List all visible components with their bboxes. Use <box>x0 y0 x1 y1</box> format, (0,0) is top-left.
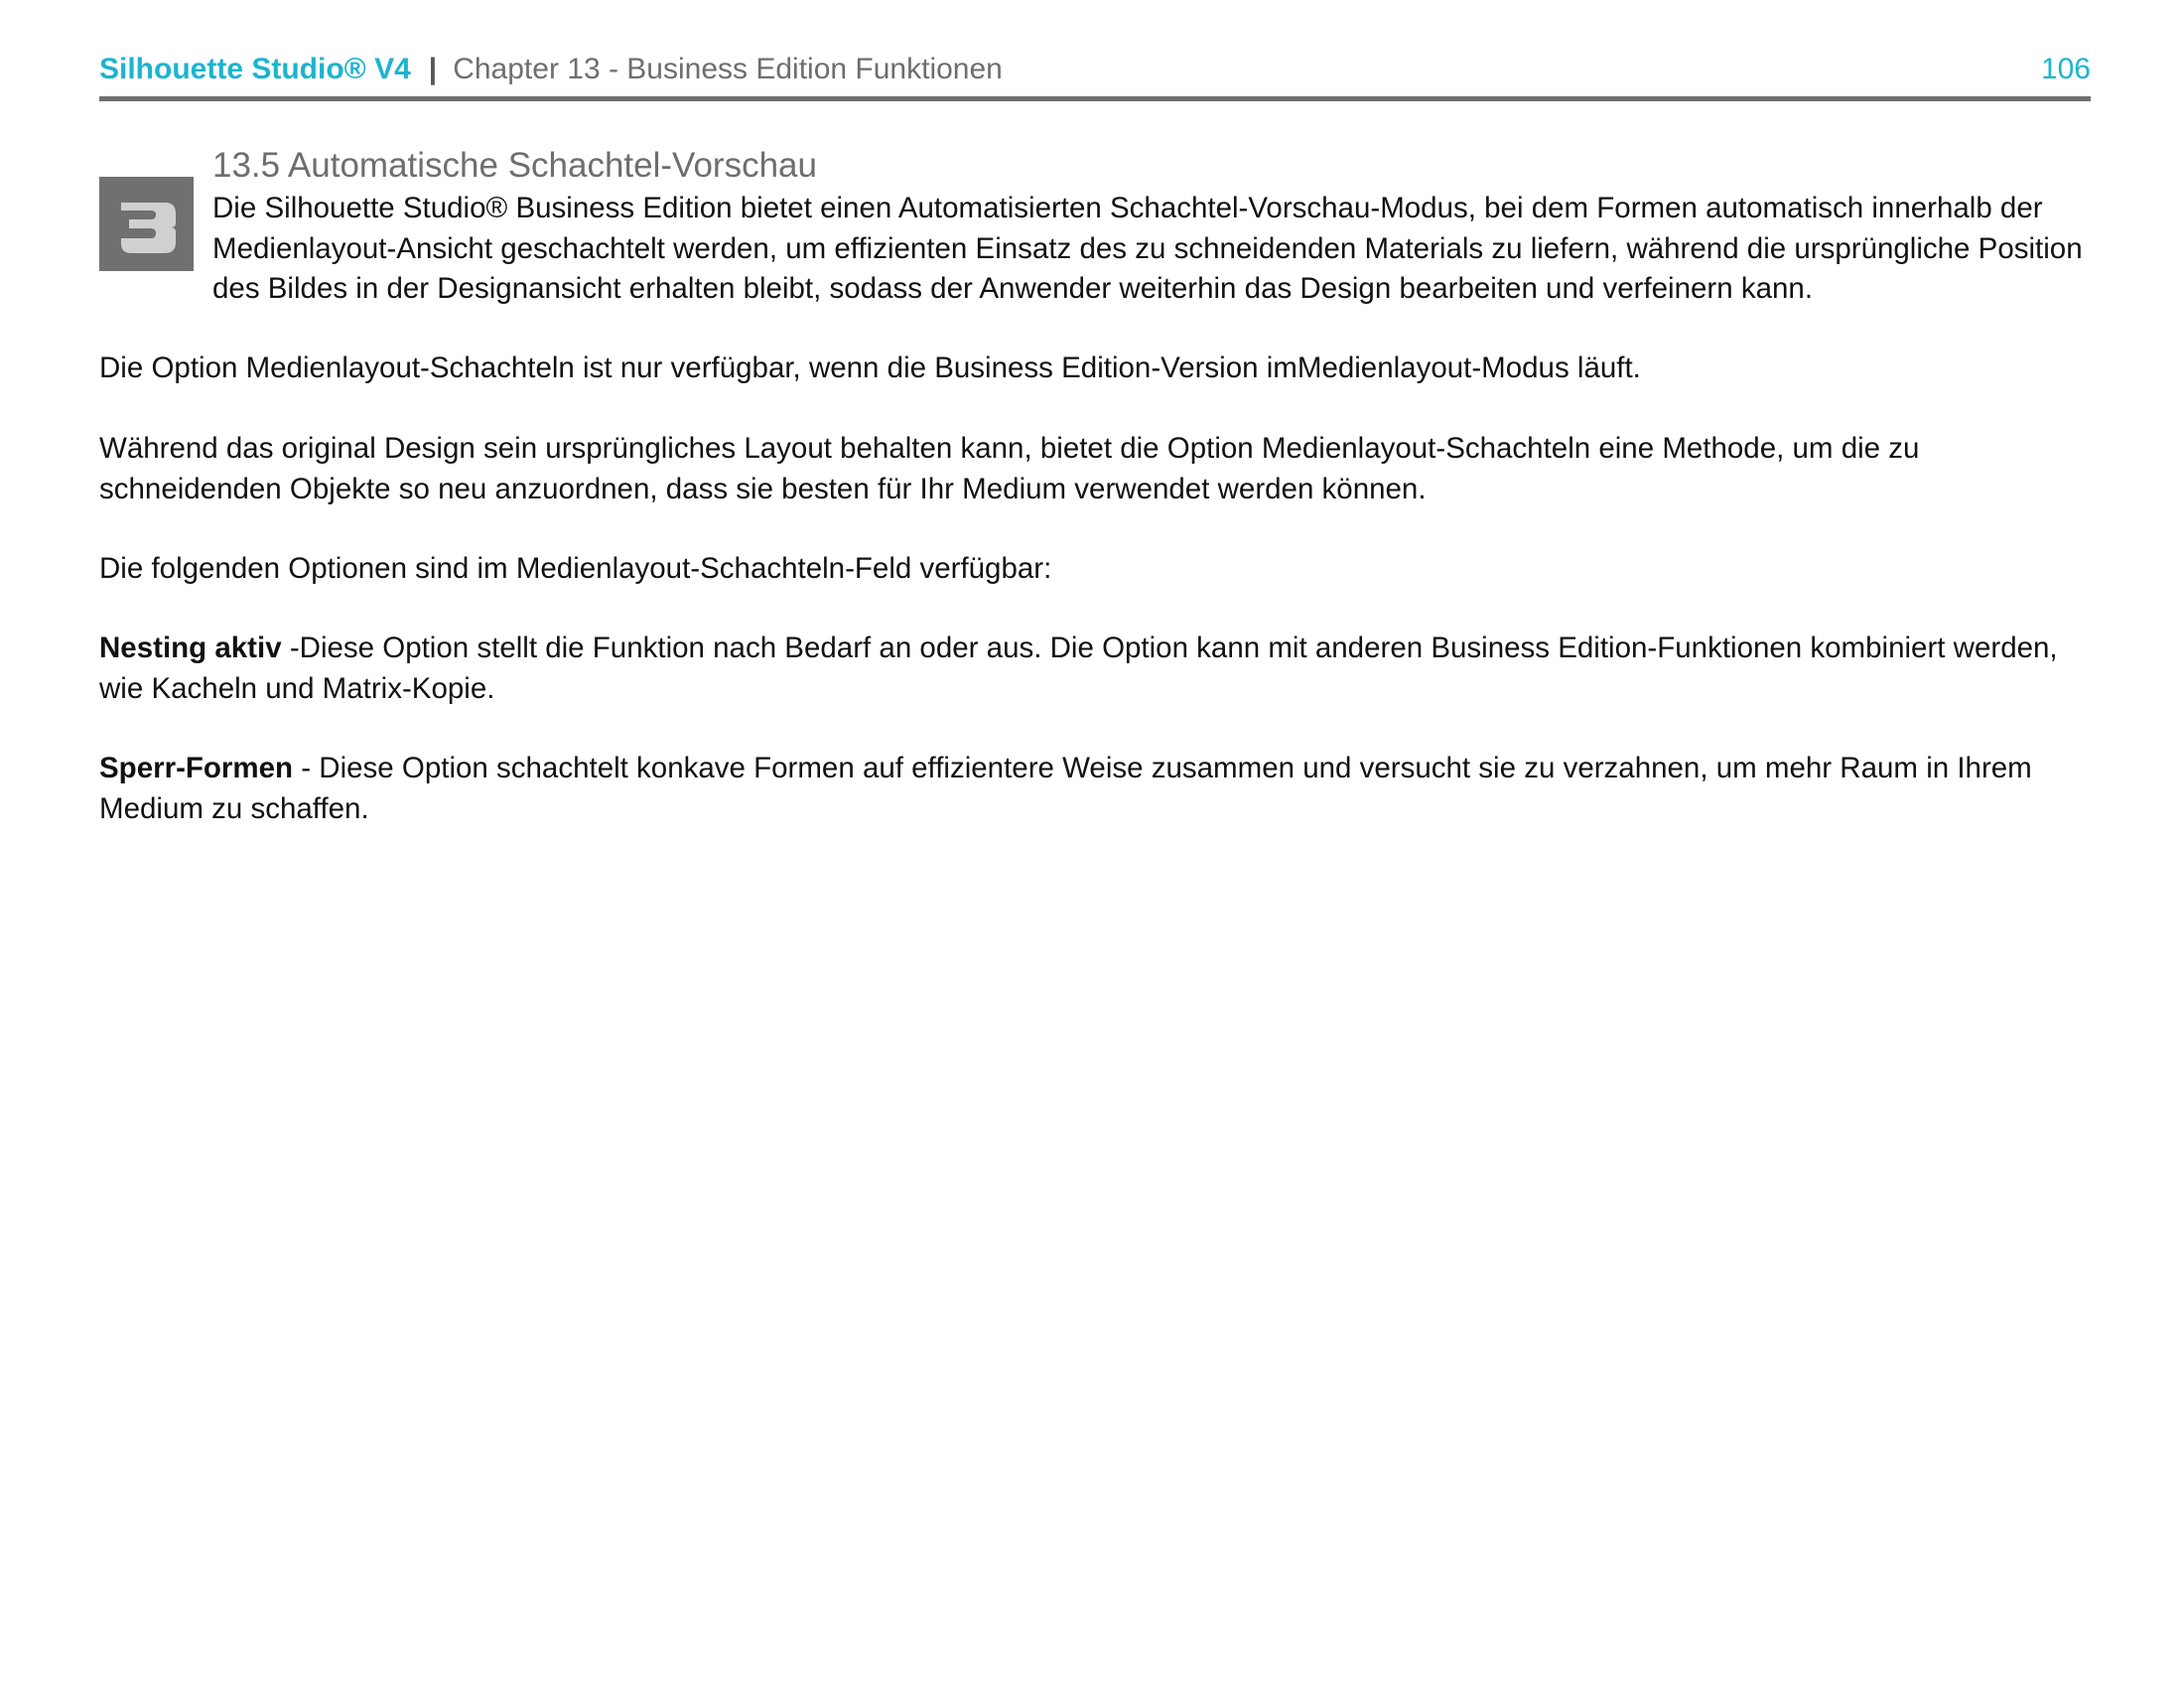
header-separator: | <box>428 53 438 85</box>
option-description: -Diese Option stellt die Funktion nach Bedarf an oder aus. Die Option kann mit anderen Business Edition-Funktionen kombiniert werden, wie Kacheln und Matrix-Kopie. <box>99 632 2058 705</box>
option-term: Nesting aktiv <box>99 632 282 664</box>
method-paragraph: Während das original Design sein ursprüngliches Layout behalten kann, bietet die Option Medienlayout-Schachteln eine Methode, um die zu schneidenden Objekte so neu anzuordnen, dass sie besten für Ihr Medium verwendet werden können. <box>99 432 1920 505</box>
option-nesting-active <box>99 629 2091 709</box>
nesting-icon <box>99 177 194 271</box>
availability-paragraph: Die Option Medienlayout-Schachteln ist nur verfügbar, wenn die Business Edition-Version imMedienlayout-Modus läuft. <box>99 351 1641 384</box>
section-title: 13.5 Automatische Schachtel-Vorschau <box>212 146 817 185</box>
option-term: Sperr-Formen <box>99 752 294 784</box>
section-intro: Die Silhouette Studio® Business Edition bietet einen Automatisierten Schachtel-Vorschau-Modus, bei dem Formen automatisch innerhalb der Medienlayout-Ansicht geschachtelt werden, um effizienten Einsatz des zu schneidenden Materials zu liefern, während die ursprüngliche Position des Bildes in der Designansicht erhalten bleibt, sodass der Anwender weiterhin das Design bearbeiten und verfeinern kann. <box>212 192 2083 305</box>
page-number: 106 <box>2040 53 2091 85</box>
page-header <box>99 48 2091 91</box>
header-brand: Silhouette Studio® V4 <box>99 53 411 85</box>
options-intro-paragraph: Die folgenden Optionen sind im Medienlayout-Schachteln-Feld verfügbar: <box>99 552 1052 585</box>
header-chapter: Chapter 13 - Business Edition Funktionen <box>453 53 1003 85</box>
option-lock-shapes <box>99 749 2091 829</box>
option-description: - Diese Option schachtelt konkave Formen auf effizientere Weise zusammen und versucht sie zu verzahnen, um mehr Raum in Ihrem Medium zu schaffen. <box>99 752 2032 825</box>
header-rule <box>99 96 2091 101</box>
